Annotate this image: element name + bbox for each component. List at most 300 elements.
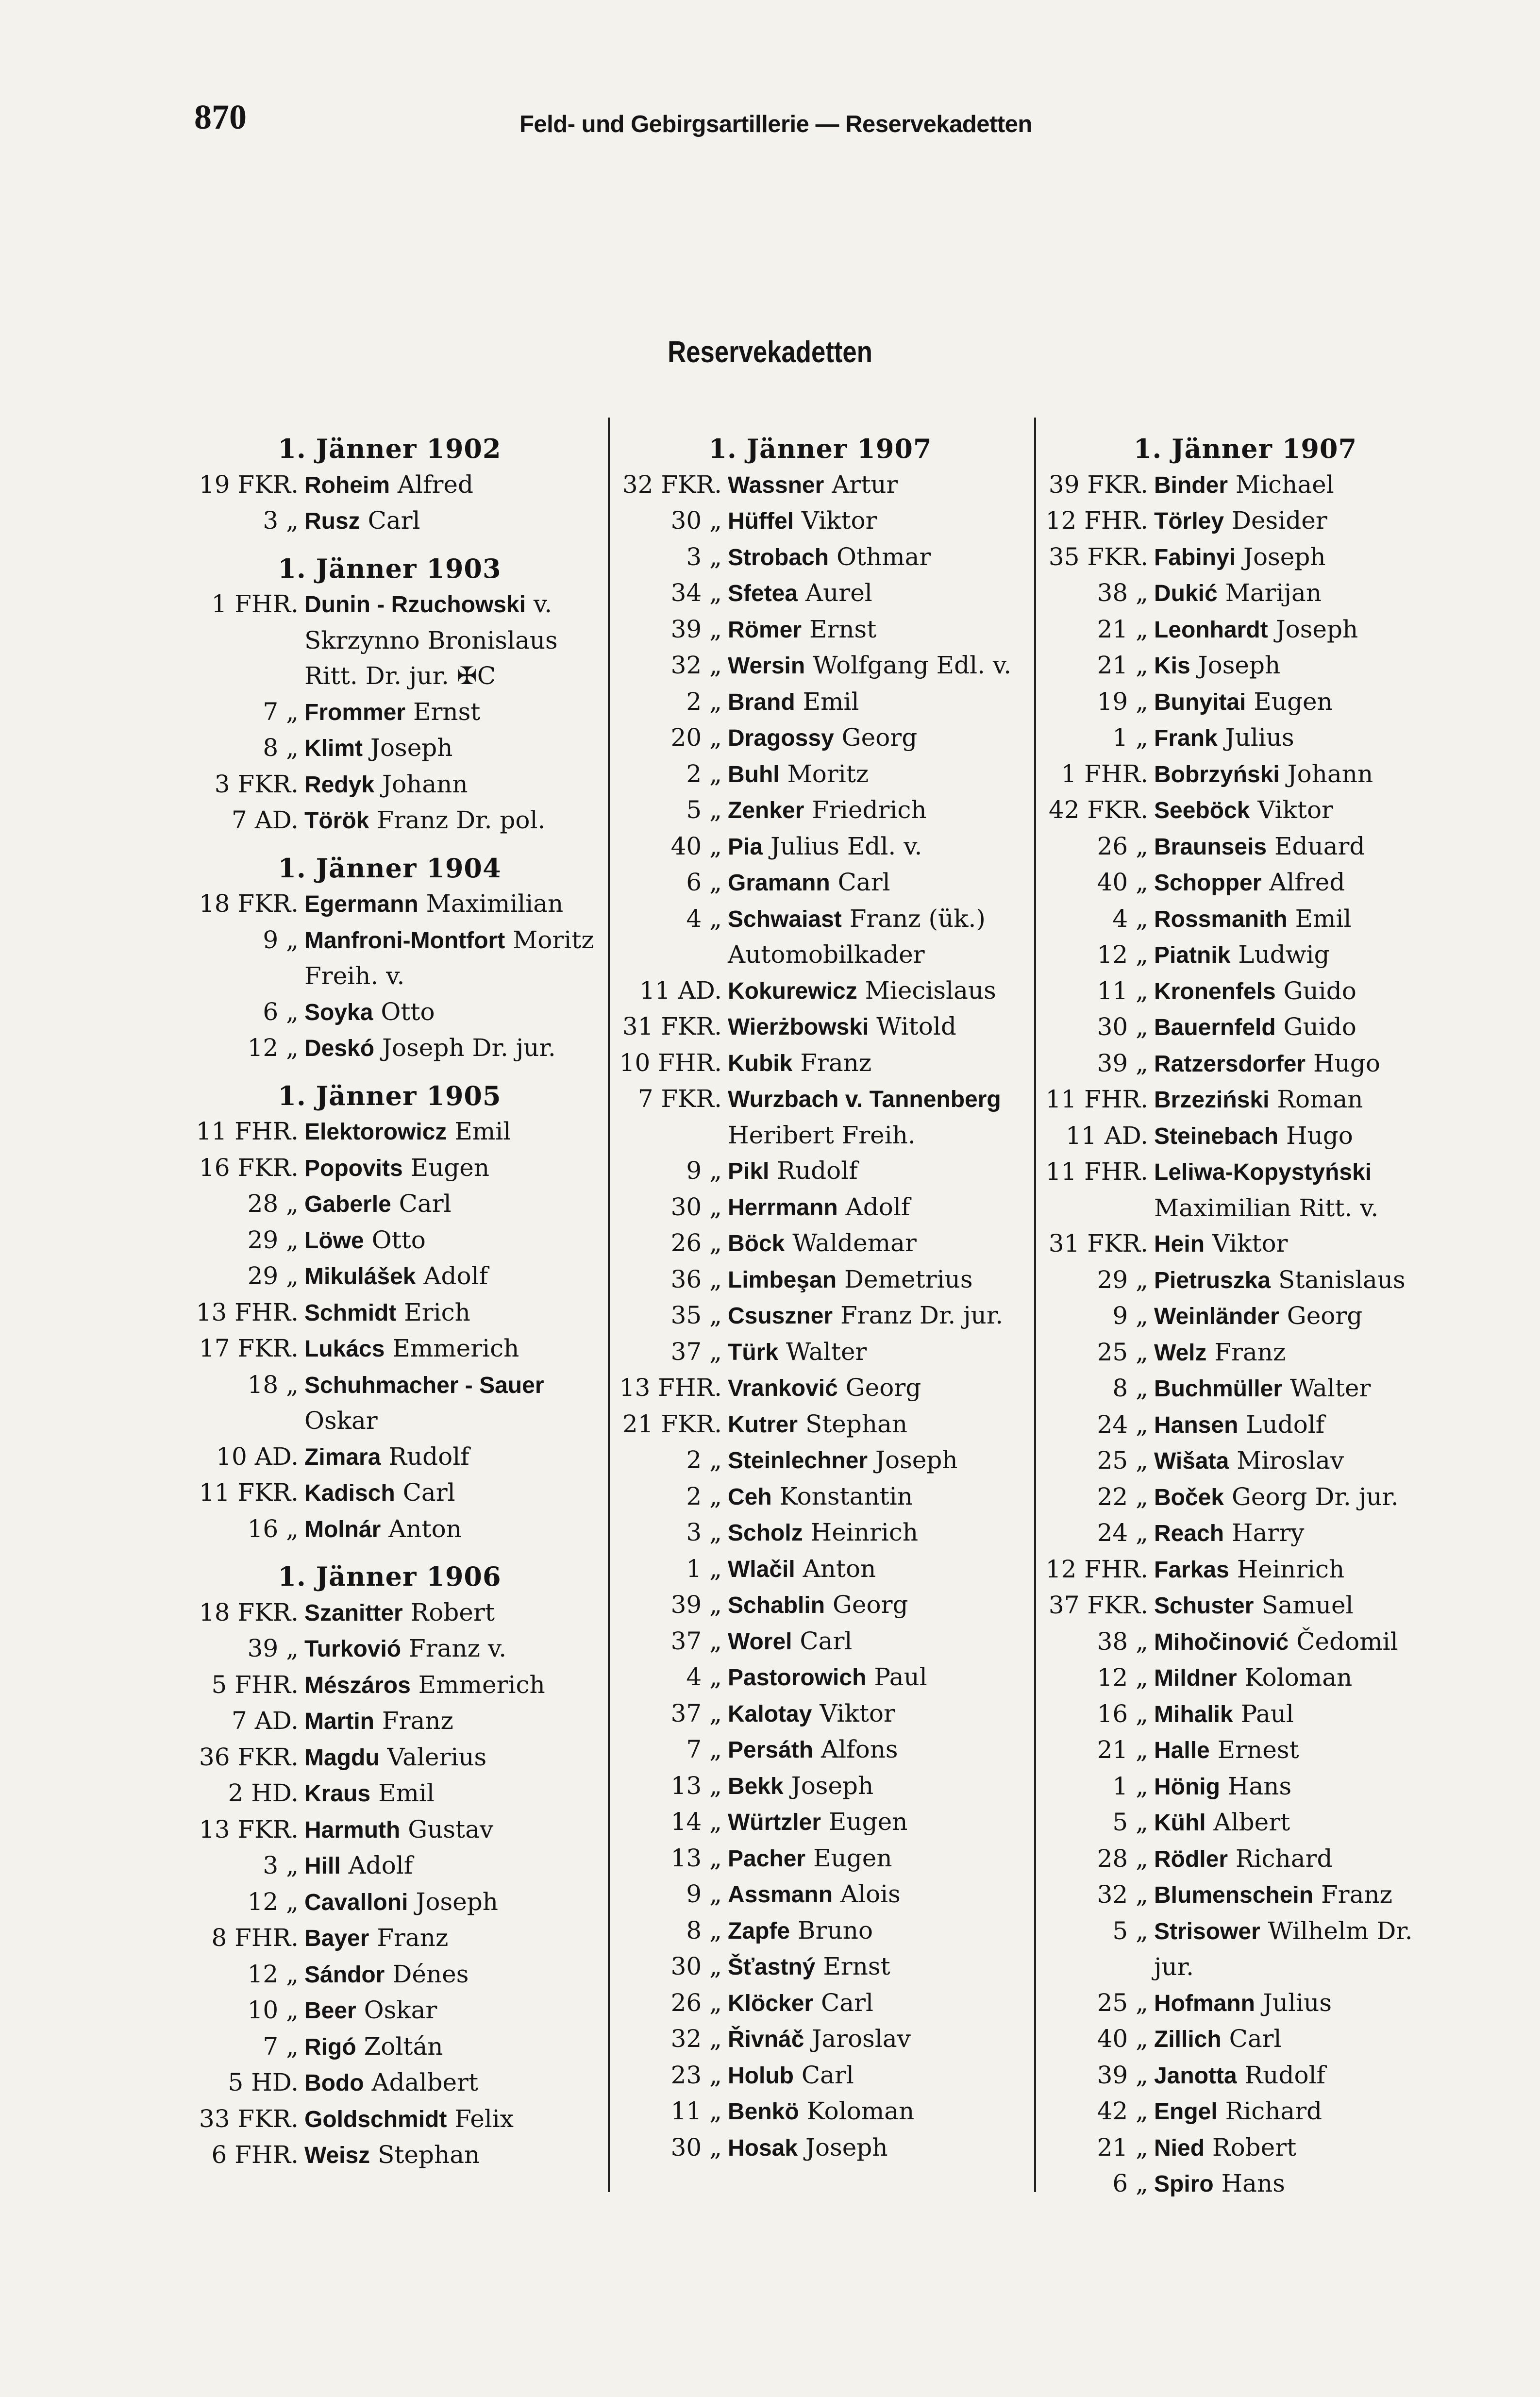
group-heading: 1. Jänner 1905: [278, 1080, 502, 1111]
entry-surname: Zimara: [304, 1444, 381, 1470]
list-item: [1039, 720, 1452, 756]
entry-name: [1148, 1696, 1452, 1733]
entry-name: [1148, 1805, 1452, 1841]
entry-surname: Zenker: [728, 798, 804, 823]
entry-surname: Wurzbach v. Tannenberg: [728, 1087, 1001, 1112]
list-item: [1039, 1515, 1452, 1552]
list-item: [177, 1511, 602, 1548]
list-item: [613, 1913, 1028, 1949]
entry-given: Otto: [371, 1225, 426, 1254]
entry-name: [1148, 1262, 1452, 1299]
entry-name: [722, 1334, 1028, 1371]
entry-name: [1148, 973, 1452, 1010]
entry-unit: 8 „: [1112, 1374, 1148, 1402]
list-item: [177, 1920, 602, 1957]
entry-unit: 29 „: [1097, 1265, 1148, 1294]
entry-surname: Kutrer: [728, 1411, 798, 1438]
entry-surname: Hill: [304, 1853, 341, 1879]
list-item: [613, 865, 1028, 901]
entry-name: [722, 1551, 1028, 1588]
entry-surname: Hosak: [728, 2135, 798, 2161]
list-item: [1039, 829, 1452, 865]
list-item: [1039, 1262, 1452, 1299]
list-item: [613, 648, 1028, 684]
entry-name: [299, 994, 602, 1031]
entry-given: Witold: [876, 1012, 956, 1040]
entry-unit: 24 „: [1097, 1410, 1148, 1439]
list-item: [1039, 1805, 1452, 1841]
entry-unit: 21 „: [1097, 615, 1148, 643]
entry-name: [722, 575, 1028, 612]
list-item: [613, 792, 1028, 829]
entry-given: Koloman: [1244, 1663, 1353, 1692]
entry-surname: Wassner: [728, 472, 824, 498]
list-item: [613, 1841, 1028, 1877]
entry-name: [722, 973, 1028, 1009]
entry-surname: Hüffel: [728, 508, 794, 534]
entry-surname: Popovits: [304, 1155, 403, 1181]
list-item: [1039, 1985, 1452, 2022]
entry-given: Viktor: [820, 1699, 895, 1727]
entry-name: [1148, 937, 1452, 973]
entry-surname: Goldschmidt: [304, 2106, 447, 2132]
entry-given: Joseph Dr. jur.: [382, 1034, 556, 1062]
list-item: [1039, 2094, 1452, 2130]
entry-given: Felix: [454, 2104, 514, 2133]
entry-given: Carl: [402, 1478, 455, 1507]
entry-name: [1148, 756, 1452, 793]
list-item: [613, 1551, 1028, 1588]
entry-unit: 12 „: [1097, 940, 1148, 969]
list-item: [613, 1515, 1028, 1551]
entry-name: [299, 1114, 602, 1150]
entry-unit: 11 FHR.: [1045, 1157, 1148, 1186]
entry-given: Carl: [821, 1988, 873, 2017]
entry-surname: Molnár: [304, 1516, 381, 1542]
entry-name: [722, 684, 1028, 721]
entry-given: Georg: [1287, 1302, 1363, 1330]
entry-name: [722, 1913, 1028, 1949]
entry-surname: Hansen: [1154, 1412, 1239, 1438]
list-item: [613, 1153, 1028, 1190]
entry-name: [722, 1407, 1028, 1443]
list-item: [613, 756, 1028, 793]
entry-surname: Schuhmacher - Sauer: [304, 1372, 544, 1398]
entry-unit: 32 FKR.: [622, 470, 722, 499]
entry-unit: 40 „: [670, 832, 722, 860]
section-title: Reservekadetten: [668, 335, 872, 369]
entry-name: [722, 1985, 1028, 2022]
entry-unit: 39 „: [1097, 1049, 1148, 1077]
entry-given: Čedomil: [1296, 1627, 1398, 1656]
entry-name: [299, 1884, 602, 1921]
list-item: [613, 612, 1028, 648]
entry-name: [299, 1150, 602, 1187]
entry-given: Franz: [1214, 1338, 1286, 1366]
list-item: [177, 467, 602, 503]
entry-surname: Pietruszka: [1154, 1267, 1271, 1293]
entry-unit: 16 „: [247, 1514, 299, 1543]
entry-surname: Pia: [728, 834, 763, 860]
entry-surname: Löwe: [304, 1227, 364, 1254]
entry-unit: 34 „: [670, 579, 722, 607]
entry-surname: Szanitter: [304, 1600, 403, 1626]
entry-surname: Nied: [1154, 2135, 1205, 2161]
entry-given: Eugen: [828, 1808, 908, 1836]
entry-unit: 39 „: [670, 1591, 722, 1619]
entry-surname: Spiro: [1154, 2171, 1214, 2197]
entry-given: Carl: [837, 868, 890, 896]
entry-surname: Engel: [1154, 2099, 1218, 2125]
list-item: [1039, 865, 1452, 901]
list-item: [177, 1740, 602, 1776]
list-item: [613, 467, 1028, 503]
entry-surname: Csuszner: [728, 1303, 833, 1329]
column-divider: [608, 418, 610, 2192]
entry-unit: 9 „: [1112, 1302, 1148, 1330]
list-item: [613, 1479, 1028, 1515]
entry-name: [1148, 684, 1452, 721]
entry-unit: 23 „: [670, 2061, 722, 2089]
list-item: [613, 1225, 1028, 1262]
entry-given: Guido: [1283, 1013, 1356, 1041]
list-item: [613, 1009, 1028, 1045]
entry-unit: 22 „: [1097, 1482, 1148, 1511]
entry-given: Oskar: [304, 1407, 378, 1435]
list-item: [177, 1295, 602, 1331]
entry-unit: 3 „: [263, 1851, 299, 1879]
entry-unit: 6 „: [1112, 2169, 1148, 2197]
entry-surname: Dragossy: [728, 725, 834, 751]
entry-name: [722, 1298, 1028, 1334]
entry-given: Robert: [410, 1598, 495, 1626]
entry-given: Emmerich: [418, 1670, 545, 1699]
entry-name: [722, 720, 1028, 756]
entry-given: Franz v.: [409, 1634, 507, 1662]
entry-unit: 16 „: [1097, 1699, 1148, 1728]
entry-surname: Würtzler: [728, 1810, 821, 1835]
entry-surname: Piatnik: [1154, 942, 1231, 968]
list-item: [613, 539, 1028, 576]
entry-name: [1148, 1624, 1452, 1660]
entry-unit: 1 FHR.: [1061, 759, 1148, 788]
entry-surname: Bayer: [304, 1926, 369, 1951]
entry-given: Robert: [1212, 2133, 1297, 2162]
entry-unit: 19 „: [1097, 687, 1148, 716]
list-item: [177, 587, 602, 694]
entry-given: Franz Dr. jur.: [840, 1301, 1004, 1329]
entry-surname: Buhl: [728, 761, 780, 788]
list-item: [613, 1045, 1028, 1082]
entry-given: Wilhelm Dr. jur.: [1154, 1916, 1413, 1981]
entry-unit: 12 „: [247, 1960, 299, 1988]
entry-name: [299, 467, 602, 503]
entry-name: [299, 767, 602, 803]
entry-name: [722, 2094, 1028, 2130]
list-item: [1039, 612, 1452, 648]
list-item: [1039, 1082, 1452, 1118]
entry-surname: Vranković: [728, 1375, 838, 1401]
entry-given: Carl: [399, 1190, 452, 1218]
entry-surname: Persáth: [728, 1737, 814, 1763]
list-item: [177, 1367, 602, 1439]
entry-unit: 37 „: [670, 1699, 722, 1727]
entry-unit: 30 „: [1097, 1013, 1148, 1041]
entry-unit: 6 „: [263, 997, 299, 1026]
list-item: [177, 922, 602, 994]
entry-name: [1148, 829, 1452, 865]
entry-unit: 25 „: [1097, 1338, 1148, 1366]
entry-given: Viktor: [1257, 796, 1333, 824]
entry-unit: 42 FKR.: [1048, 796, 1148, 824]
entry-name: [1148, 1082, 1452, 1118]
entry-name: [722, 1442, 1028, 1479]
entry-name: [722, 1153, 1028, 1190]
list-item: [613, 1442, 1028, 1479]
entry-surname: Holub: [728, 2062, 794, 2089]
entry-unit: 11 AD.: [1066, 1121, 1148, 1150]
entry-unit: 29 „: [247, 1225, 299, 1254]
list-item: [1039, 1154, 1452, 1226]
entry-unit: 9 „: [686, 1157, 722, 1185]
entry-surname: Rödler: [1154, 1846, 1228, 1872]
entry-given: Harry: [1231, 1519, 1305, 1547]
list-item: [1039, 1841, 1452, 1877]
entry-unit: 7 „: [263, 2032, 299, 2061]
list-item: [613, 1768, 1028, 1805]
entry-surname: Wersin: [728, 653, 805, 679]
list-item: [177, 886, 602, 922]
list-item: [177, 1258, 602, 1295]
list-item: [177, 1884, 602, 1921]
column-divider: [1034, 418, 1036, 2192]
list-item: [177, 1223, 602, 1259]
list-item: [1039, 503, 1452, 539]
entry-unit: 28 „: [247, 1190, 299, 1218]
entry-surname: Hein: [1154, 1231, 1205, 1257]
entry-given: Ernst: [413, 697, 481, 726]
list-item: [613, 973, 1028, 1009]
entry-surname: Ratzersdorfer: [1154, 1051, 1306, 1077]
list-item: [1039, 1913, 1452, 1985]
entry-surname: Benkö: [728, 2099, 799, 2125]
list-item: [177, 1776, 602, 1812]
entry-given: Bruno: [797, 1916, 873, 1944]
entry-surname: Reach: [1154, 1521, 1224, 1546]
entry-unit: 11 „: [670, 2097, 722, 2125]
entry-given: Joseph: [1198, 651, 1281, 679]
entry-surname: Wišata: [1154, 1448, 1229, 1474]
list-item: [1039, 1009, 1452, 1046]
entry-unit: 39 „: [670, 615, 722, 643]
entry-unit: 21 „: [1097, 1736, 1148, 1764]
list-item: [177, 1957, 602, 1993]
entry-name: [1148, 2021, 1452, 2058]
entry-given: Georg: [841, 723, 918, 752]
list-item: [1039, 1769, 1452, 1805]
list-item: [1039, 575, 1452, 612]
entry-given: Joseph: [1275, 615, 1358, 643]
entry-given: Emmerich: [392, 1334, 519, 1362]
entry-given: Marijan: [1225, 579, 1322, 607]
entry-surname: Strobach: [728, 544, 829, 570]
entry-name: [1148, 1298, 1452, 1335]
entry-given: Joseph: [416, 1887, 498, 1916]
entry-name: [722, 612, 1028, 648]
entry-unit: 1 „: [686, 1554, 722, 1583]
entry-given: Valerius: [387, 1743, 487, 1771]
list-item: [177, 730, 602, 767]
list-item: [177, 694, 602, 731]
entry-unit: 5 FHR.: [211, 1670, 299, 1699]
entry-name: [722, 1587, 1028, 1624]
entry-surname: Deskó: [304, 1036, 375, 1061]
entry-surname: Mihočinović: [1154, 1629, 1289, 1655]
entry-name: [299, 1631, 602, 1667]
entry-unit: 1 „: [1112, 1772, 1148, 1800]
entry-given: Hans: [1221, 2169, 1285, 2197]
entry-name: [299, 1030, 602, 1067]
list-item: [613, 1262, 1028, 1298]
entry-unit: 3 „: [686, 542, 722, 571]
entry-surname: Frommer: [304, 699, 406, 725]
list-item: [613, 2021, 1028, 2058]
entry-unit: 33 FKR.: [199, 2104, 299, 2133]
entry-surname: Törley: [1154, 508, 1224, 534]
entry-surname: Limbeşan: [728, 1267, 837, 1293]
entry-surname: Strisower: [1154, 1918, 1260, 1944]
entry-surname: Turkovió: [304, 1636, 402, 1662]
entry-given: Richard: [1225, 2097, 1322, 2125]
entry-name: [299, 587, 602, 694]
entry-given: Stephan: [805, 1409, 908, 1438]
entry-surname: Farkas: [1154, 1557, 1229, 1583]
entry-name: [299, 1331, 602, 1367]
entry-surname: Manfroni-Montfort: [304, 927, 505, 954]
list-item: [1039, 1696, 1452, 1733]
entry-given: Anton: [803, 1554, 876, 1583]
entry-name: [299, 1993, 602, 2029]
entry-unit: 40 „: [1097, 2025, 1148, 2053]
entry-given: Anton: [388, 1514, 462, 1543]
entry-name: [1148, 648, 1452, 684]
entry-surname: Magdu: [304, 1744, 380, 1771]
entry-given: Emil: [454, 1117, 511, 1145]
entry-name: [1148, 1226, 1452, 1262]
list-item: [1039, 2021, 1452, 2058]
entry-name: [722, 1624, 1028, 1660]
list-item: [613, 1732, 1028, 1768]
entry-given: Carl: [1229, 2025, 1282, 2053]
entry-given: Julius: [1262, 1988, 1332, 2017]
list-item: [613, 1334, 1028, 1371]
entry-given: Eduard: [1274, 832, 1365, 860]
entry-surname: Kühl: [1154, 1810, 1206, 1836]
entry-surname: Rossmanith: [1154, 906, 1288, 932]
entry-unit: 36 FKR.: [199, 1743, 299, 1771]
entry-surname: Kalotay: [728, 1701, 812, 1727]
entry-given: Miroslav: [1237, 1446, 1344, 1475]
entry-name: [722, 1841, 1028, 1877]
entry-unit: 32 „: [1097, 1880, 1148, 1909]
entry-surname: Pacher: [728, 1845, 806, 1872]
entry-name: [299, 1475, 602, 1511]
entry-name: [722, 1009, 1028, 1045]
list-item: [1039, 684, 1452, 721]
list-item: [177, 2029, 602, 2065]
entry-unit: 36 „: [670, 1265, 722, 1293]
entry-given: Artur: [832, 470, 898, 499]
entry-surname: Welz: [1154, 1340, 1207, 1366]
entry-surname: Ceh: [728, 1484, 772, 1510]
list-item: [613, 1190, 1028, 1226]
entry-name: [299, 922, 602, 994]
entry-unit: 21 FKR.: [622, 1409, 722, 1438]
list-item: [1039, 1588, 1452, 1624]
entry-surname: Binder: [1154, 472, 1228, 498]
entry-name: [299, 1776, 602, 1812]
entry-name: [299, 1957, 602, 1993]
entry-given: Viktor: [801, 506, 877, 535]
entry-given: Samuel: [1261, 1591, 1354, 1619]
entry-surname: Buchmüller: [1154, 1376, 1283, 1402]
entry-name: [1148, 720, 1452, 756]
entry-given: Eugen: [1254, 687, 1333, 716]
entry-given: Adolf: [423, 1262, 488, 1290]
list-item: [177, 1150, 602, 1187]
entry-unit: 38 „: [1097, 1627, 1148, 1656]
entry-given: Rudolf: [777, 1157, 858, 1185]
entry-given: Paul: [874, 1663, 927, 1691]
entry-unit: 2 HD.: [228, 1779, 299, 1807]
entry-unit: 3 „: [263, 506, 299, 535]
entry-surname: Fabinyi: [1154, 544, 1236, 570]
entry-given: Stanislaus: [1278, 1265, 1406, 1294]
entry-name: [722, 829, 1028, 865]
entry-surname: Kis: [1154, 653, 1190, 679]
entry-unit: 12 FHR.: [1045, 1555, 1148, 1583]
entry-given: Adalbert: [371, 2068, 479, 2096]
entry-surname: Zapfe: [728, 1918, 790, 1944]
list-item: [177, 1595, 602, 1631]
entry-surname: Cavalloni: [304, 1889, 408, 1915]
list-item: [613, 829, 1028, 865]
group-heading: 1. Jänner 1907: [708, 433, 932, 464]
entry-unit: 13 „: [670, 1844, 722, 1872]
entry-unit: 11 „: [1097, 976, 1148, 1005]
entry-given: Ernest: [1217, 1736, 1299, 1764]
entry-name: [299, 2137, 602, 2174]
entry-surname: Frank: [1154, 725, 1218, 751]
list-item: [613, 1624, 1028, 1660]
list-item: [177, 1331, 602, 1367]
entry-surname: Dunin - Rzuchowski: [304, 592, 526, 618]
entry-unit: 12 „: [1097, 1663, 1148, 1692]
entry-given: Paul: [1240, 1699, 1294, 1728]
list-item: [1039, 901, 1452, 938]
entry-given: Albert: [1213, 1808, 1290, 1836]
entry-name: [722, 1659, 1028, 1696]
entry-surname: Mildner: [1154, 1665, 1237, 1691]
entry-unit: 10 FHR.: [619, 1048, 722, 1077]
entry-surname: Martin: [304, 1709, 374, 1734]
list-item: [613, 1696, 1028, 1732]
list-item: [1039, 1118, 1452, 1155]
entry-name: [1148, 1913, 1452, 1985]
entry-name: [722, 1045, 1028, 1082]
entry-given: Emil: [378, 1779, 435, 1807]
entry-name: [299, 1667, 602, 1704]
